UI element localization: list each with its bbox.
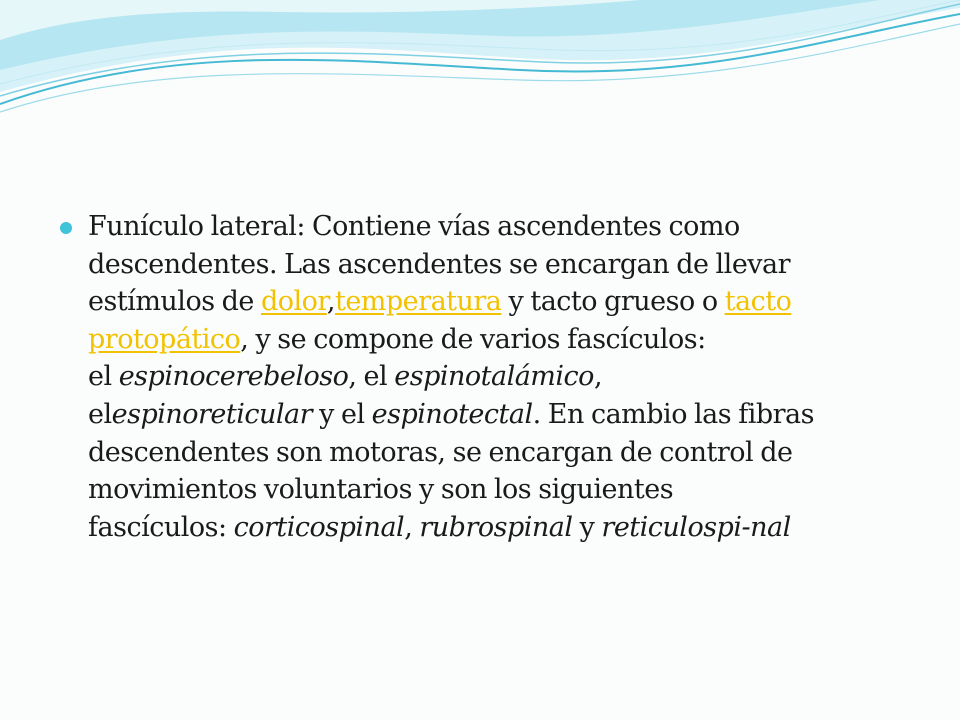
text-line-8: movimientos voluntarios y son los siguientes	[88, 474, 674, 506]
term-espinocerebeloso: espinocerebeloso	[118, 361, 349, 393]
link-tacto-protopatico-part2[interactable]: protopático	[88, 323, 241, 355]
term-reticulospinal: reticulospi-nal	[601, 511, 791, 543]
wave-decoration-icon	[0, 0, 960, 130]
text-segment: fascículos:	[88, 511, 234, 543]
link-temperatura[interactable]: temperatura	[334, 286, 502, 318]
text-segment: . En cambio las fibras	[532, 398, 814, 430]
text-segment: estímulos de	[88, 286, 261, 318]
round-bullet-icon	[60, 222, 72, 234]
term-corticospinal: corticospinal	[233, 511, 405, 543]
text-segment: y el	[312, 398, 372, 430]
text-line-3	[88, 283, 900, 321]
text-line-1: Funículo lateral: Contiene vías ascendentes como	[88, 211, 740, 242]
text-line-7: descendentes son motoras, se encargan de control de	[88, 436, 793, 468]
text-segment: ,	[593, 361, 603, 393]
text-line-2: descendentes. Las ascendentes se encargan de llevar	[88, 248, 791, 280]
text-segment: y	[572, 511, 602, 543]
text-line-9	[88, 509, 900, 547]
text-segment: el	[88, 361, 119, 393]
text-segment: el	[88, 398, 112, 430]
term-espinotalamico: espinotalámico	[394, 361, 594, 393]
text-segment: ,	[326, 286, 335, 318]
text-segment: , el	[348, 361, 395, 393]
bullet-item	[60, 208, 900, 546]
link-tacto-protopatico-part1[interactable]: tacto	[724, 286, 792, 318]
term-espinotectal: espinotectal	[371, 398, 533, 430]
text-segment: y tacto grueso o	[501, 286, 725, 318]
term-rubrospinal: rubrospinal	[419, 511, 573, 543]
text-segment: , y se compone de varios fascículos:	[240, 323, 706, 355]
term-espinoreticular: espinoreticular	[111, 398, 313, 430]
text-line-5	[88, 358, 900, 396]
link-dolor[interactable]: dolor	[261, 286, 327, 318]
text-line-4	[88, 321, 900, 359]
text-line-6	[88, 396, 900, 434]
bullet-paragraph	[88, 208, 900, 546]
slide-body	[60, 208, 900, 546]
text-segment: ,	[404, 511, 420, 543]
